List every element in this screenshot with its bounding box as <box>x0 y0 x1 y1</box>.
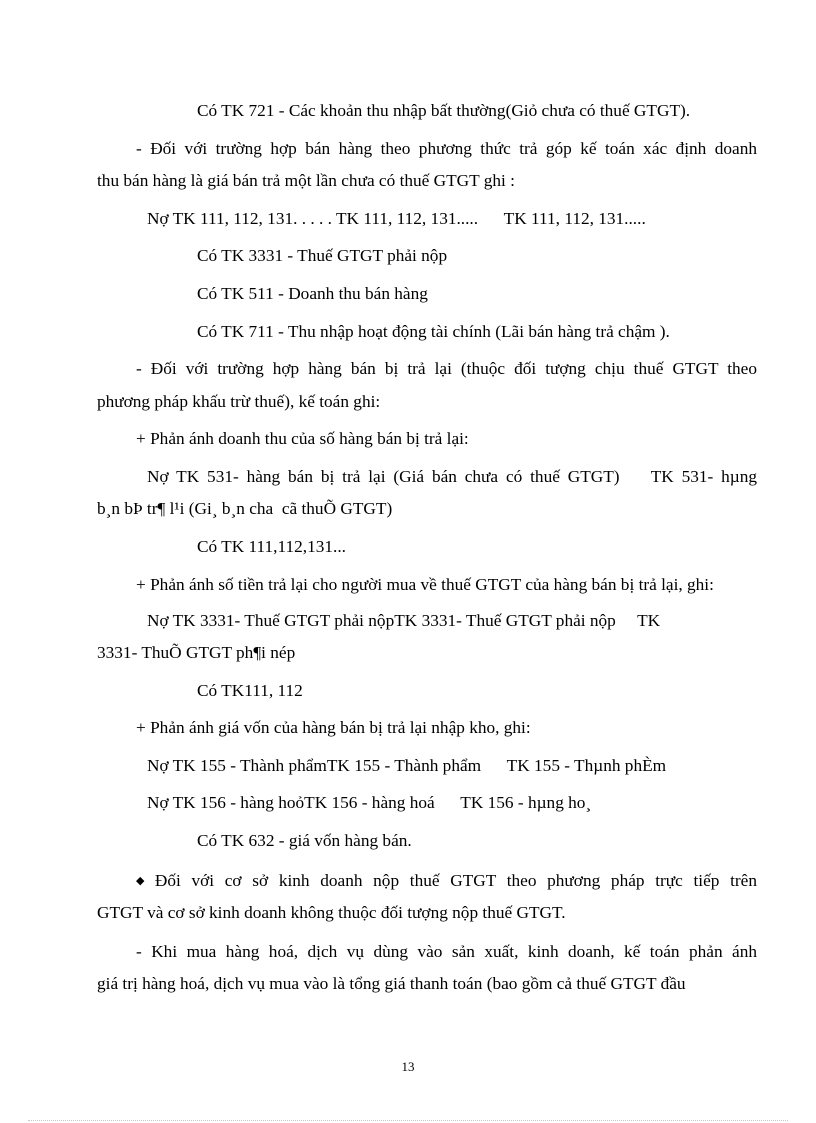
journal-entry-line: Có TK 711 - Thu nhập hoạt động tài chính (Lãi bán hàng trả chậm ). <box>197 322 670 341</box>
journal-entry-line: b¸n bÞ tr¶ l¹i (Gi¸ b¸n cha cã thuÕ GTGT) <box>97 499 393 518</box>
bullet-paragraph-text: Đối với cơ sở kinh doanh nộp thuế GTGT theo phương pháp trực tiếp trên <box>154 871 757 890</box>
journal-entry-line: Có TK111, 112 <box>197 681 303 700</box>
diamond-bullet-icon: ◆ <box>136 875 151 887</box>
paragraph-line: thu bán hàng là giá bán trả một lần chưa có thuế GTGT ghi : <box>97 171 515 190</box>
paragraph-line: giá trị hàng hoá, dịch vụ mua vào là tổng giá thanh toán (bao gồm cả thuế GTGT đầu <box>97 974 686 993</box>
journal-entry-line: Nợ TK 111, 112, 131. . . . . TK 111, 112, 131..... TK 111, 112, 131..... <box>147 209 646 228</box>
journal-entry-line: Nợ TK 155 - Thành phẩmTK 155 - Thành phẩm TK 155 - Thµnh phÈm <box>147 756 667 775</box>
journal-entry-line: Có TK 111,112,131... <box>197 537 346 556</box>
paragraph-line: + Phản ánh doanh thu của số hàng bán bị trả lại: <box>136 429 469 448</box>
bullet-paragraph-line <box>136 870 757 892</box>
journal-entry-line: Có TK 511 - Doanh thu bán hàng <box>197 284 428 303</box>
journal-entry-line: 3331- ThuÕ GTGT ph¶i nép <box>97 643 296 662</box>
paragraph-line: - Đối với trường hợp hàng bán bị trả lại (thuộc đối tượng chịu thuế GTGT theo <box>136 359 757 378</box>
journal-entry-line: Nợ TK 3331- Thuế GTGT phải nộpTK 3331- Thuế GTGT phải nộp TK <box>147 611 661 630</box>
paragraph-line: - Đối với trường hợp bán hàng theo phương thức trả góp kế toán xác định doanh <box>136 139 757 158</box>
paragraph-line: phương pháp khấu trừ thuế), kế toán ghi: <box>97 392 381 411</box>
journal-entry-line: Có TK 3331 - Thuế GTGT phải nộp <box>197 246 448 265</box>
journal-entry-line: Nợ TK 156 - hàng hoỏTK 156 - hàng hoá TK 156 - hµng ho¸ <box>147 793 592 812</box>
paragraph-line: + Phản ánh giá vốn của hàng bán bị trả lại nhập kho, ghi: <box>136 718 531 737</box>
journal-entry-line: Có TK 632 - giá vốn hàng bán. <box>197 831 412 850</box>
page-number: 13 <box>401 1059 415 1074</box>
paragraph-line: + Phản ánh số tiền trả lại cho người mua về thuế GTGT của hàng bán bị trả lại, ghi: <box>136 575 714 594</box>
paragraph-line: GTGT và cơ sở kinh doanh không thuộc đối tượng nộp thuế GTGT. <box>97 903 566 922</box>
page-bottom-divider <box>28 1120 788 1121</box>
journal-entry-line: Nợ TK 531- hàng bán bị trả lại (Giá bán chưa có thuế GTGT) TK 531- hµng <box>147 467 757 486</box>
paragraph-line: - Khi mua hàng hoá, dịch vụ dùng vào sản xuất, kinh doanh, kế toán phản ánh <box>136 942 757 961</box>
text-line: Có TK 721 - Các khoản thu nhập bất thường(Giỏ chưa có thuế GTGT). <box>197 101 691 120</box>
